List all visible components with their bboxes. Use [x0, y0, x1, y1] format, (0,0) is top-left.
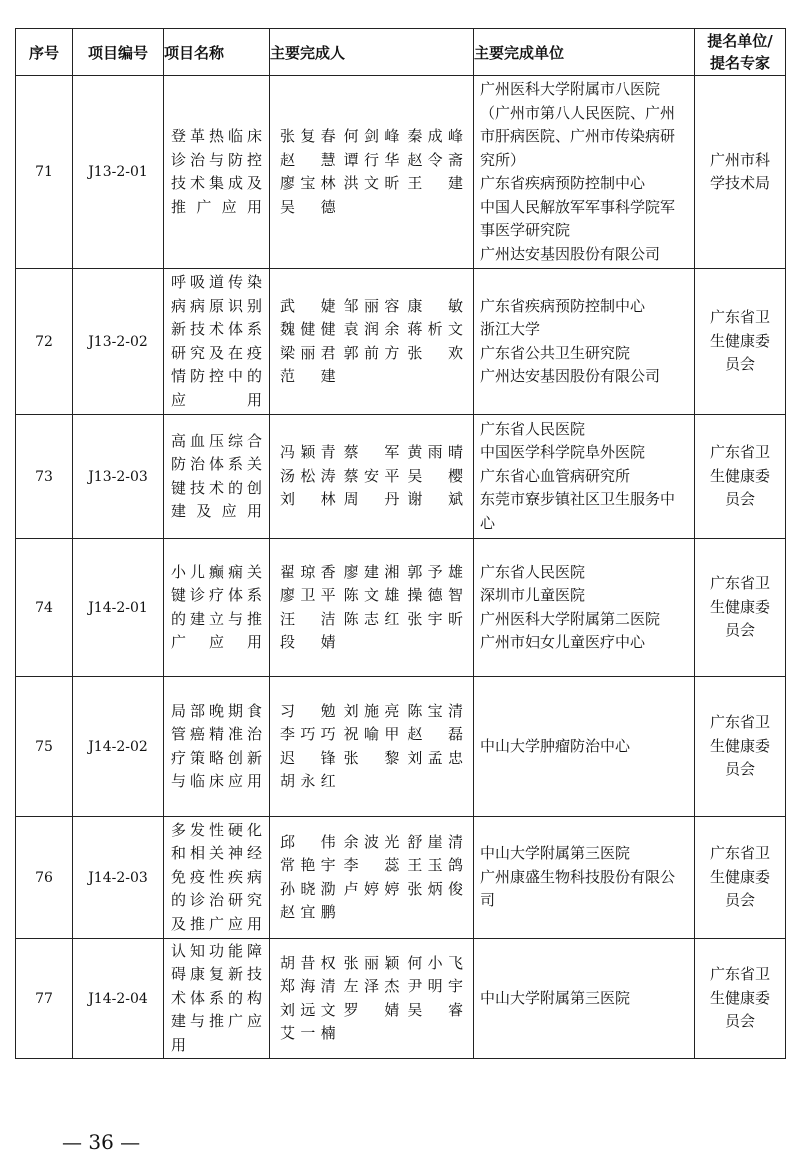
- completing-unit: 广州康盛生物科技股份有限公司: [480, 867, 676, 910]
- completing-unit: 中山大学附属第三医院: [480, 988, 631, 1007]
- table-row: [16, 415, 786, 539]
- completers-cell: [270, 539, 474, 677]
- completer-name: 廖建湘: [343, 562, 400, 581]
- completer-name: 蒋析文: [407, 320, 463, 338]
- completers-list: [280, 125, 463, 219]
- completer-name: 汤松涛: [280, 466, 336, 485]
- units-cell: [474, 939, 695, 1059]
- header-nominator: [695, 29, 786, 76]
- row-number: 71: [16, 76, 73, 269]
- project-code: J14-2-04: [73, 939, 164, 1059]
- completers-cell: [270, 817, 474, 939]
- table-row: [16, 269, 786, 415]
- completer-name: 胡昔权: [280, 953, 336, 972]
- completers-list: [280, 295, 463, 389]
- completers-list: [280, 952, 463, 1046]
- completing-unit: 浙江大学: [480, 320, 541, 338]
- completer-name: 陈文雄: [343, 586, 400, 604]
- completer-name: 赵 磊: [407, 725, 463, 743]
- units-cell: [474, 76, 695, 269]
- completer-name: 刘孟忠: [407, 748, 463, 767]
- completer-name: 袁润余: [343, 320, 400, 338]
- row-number: 72: [16, 269, 73, 415]
- completer-name: 胡永红: [280, 772, 336, 790]
- completer-name: 赵宜鹏: [280, 903, 336, 921]
- completing-unit: 广州医科大学附属市八医院（广州市第八人民医院、广州市肝病医院、广州市传染病研究所）: [480, 80, 676, 169]
- project-name: 呼吸道传染病病原识别新技术体系研究及在疫情防控中的应用: [164, 269, 270, 415]
- completers-list: [280, 700, 463, 794]
- project-code: J13-2-01: [73, 76, 164, 269]
- completer-name: 吴 樱: [407, 466, 463, 485]
- completers-cell: [270, 269, 474, 415]
- completer-name: 张炳俊: [407, 879, 463, 898]
- completer-name: 卢婷婷: [343, 879, 400, 898]
- completer-name: 蔡 军: [343, 443, 400, 462]
- completers-cell: [270, 677, 474, 817]
- completers-cell: [270, 76, 474, 269]
- completer-name: 康 敏: [407, 296, 463, 315]
- completer-name: 孙晓泐: [280, 879, 336, 898]
- completing-unit: 深圳市儿童医院: [480, 586, 586, 604]
- units-cell: [474, 677, 695, 817]
- completers-cell: [270, 939, 474, 1059]
- completer-name: 谢 斌: [407, 490, 463, 509]
- completer-name: 魏健健: [280, 320, 336, 338]
- completer-name: 廖宝林: [280, 174, 336, 192]
- completing-unit: 广东省疾病预防控制中心: [480, 174, 646, 192]
- completing-unit: 东莞市寮步镇社区卫生服务中心: [480, 490, 676, 532]
- completer-name: 陈志红: [343, 609, 400, 628]
- units-cell: [474, 539, 695, 677]
- project-name: 认知功能障碍康复新技术体系的构建与推广应用: [164, 939, 270, 1059]
- completer-name: 吴 睿: [407, 1000, 463, 1019]
- completer-name: 迟 锋: [280, 748, 336, 767]
- completer-name: 谭行华: [343, 150, 400, 169]
- completing-unit: 广东省心血管病研究所: [480, 466, 631, 485]
- project-code: J13-2-03: [73, 415, 164, 539]
- completing-unit: 中山大学肿瘤防治中心: [480, 736, 631, 755]
- project-name: 高血压综合防治体系关键技术的创建及应用: [164, 415, 270, 539]
- completer-name: 李 蕊: [343, 856, 400, 874]
- completer-name: 赵 慧: [280, 150, 336, 169]
- completer-name: 梁丽君: [280, 343, 336, 362]
- completer-name: 王玉鸽: [407, 856, 463, 874]
- completer-name: 罗 婧: [343, 1000, 400, 1019]
- award-table: [15, 28, 786, 1059]
- completing-unit: 中国医学科学院阜外医院: [480, 443, 646, 462]
- completer-name: 武 婕: [280, 296, 336, 315]
- project-code: J14-2-02: [73, 677, 164, 817]
- table-row: [16, 539, 786, 677]
- completing-unit: 广东省人民医院: [480, 419, 586, 438]
- row-number: 75: [16, 677, 73, 817]
- completer-name: 何小飞: [407, 953, 463, 972]
- units-cell: [474, 817, 695, 939]
- nominator: 广东省卫生健康委员会: [695, 939, 786, 1059]
- completer-name: 郭前方: [343, 343, 400, 362]
- completer-name: 艾一楠: [280, 1024, 336, 1042]
- completer-name: 操德智: [407, 586, 463, 604]
- header-nominator-line1: 提名单位/: [707, 32, 773, 50]
- nominator: 广东省卫生健康委员会: [695, 817, 786, 939]
- completer-name: 张 黎: [343, 748, 400, 767]
- nominator: 广东省卫生健康委员会: [695, 269, 786, 415]
- project-code: J13-2-02: [73, 269, 164, 415]
- project-name: 小儿癫痫关键诊疗体系的建立与推广应用: [164, 539, 270, 677]
- completer-name: 范 建: [280, 367, 336, 385]
- completer-name: 汪 洁: [280, 609, 336, 628]
- completer-name: 刘 林: [280, 490, 336, 509]
- completer-name: 黄雨晴: [407, 443, 463, 462]
- completer-name: 蔡安平: [343, 466, 400, 485]
- completer-name: 郑海清: [280, 977, 336, 995]
- completer-name: 尹明宇: [407, 977, 463, 995]
- header-nominator-line2: 提名专家: [709, 54, 770, 72]
- table-row: [16, 677, 786, 817]
- header-unit: 主要完成单位: [474, 29, 695, 76]
- completer-name: 陈宝清: [407, 701, 463, 720]
- completer-name: 吴 德: [280, 197, 336, 216]
- nominator: 广东省卫生健康委员会: [695, 677, 786, 817]
- project-name: 局部晚期食管癌精准治疗策略创新与临床应用: [164, 677, 270, 817]
- completer-name: 张宇昕: [407, 609, 463, 628]
- table-row: [16, 76, 786, 269]
- project-name: 多发性硬化和相关神经免疫性疾病的诊治研究及推广应用: [164, 817, 270, 939]
- row-number: 73: [16, 415, 73, 539]
- completer-name: 秦成峰: [407, 127, 463, 145]
- header-row: [16, 29, 786, 76]
- table-row: [16, 939, 786, 1059]
- header-people: 主要完成人: [270, 29, 474, 76]
- project-code: J14-2-01: [73, 539, 164, 677]
- completer-name: 余波光: [343, 832, 400, 851]
- completers-list: [280, 561, 463, 655]
- completer-name: 张 欢: [407, 343, 463, 362]
- completing-unit: 广州达安基因股份有限公司: [480, 367, 661, 385]
- completer-name: 赵令斋: [407, 150, 463, 169]
- header-name: 项目名称: [164, 29, 270, 76]
- completer-name: 祝喻甲: [343, 725, 400, 743]
- page-number: — 36 —: [62, 1130, 141, 1154]
- project-name: 登革热临床诊治与防控技术集成及推广应用: [164, 76, 270, 269]
- completer-name: 舒崖清: [407, 832, 463, 851]
- completer-name: 周 丹: [343, 490, 400, 509]
- project-code: J14-2-03: [73, 817, 164, 939]
- completing-unit: 中山大学附属第三医院: [480, 844, 631, 863]
- completer-name: 洪文昕: [343, 174, 400, 192]
- completing-unit: 广东省公共卫生研究院: [480, 343, 631, 362]
- completer-name: 左泽杰: [343, 977, 400, 995]
- completers-list: [280, 831, 463, 925]
- completer-name: 习 勉: [280, 701, 336, 720]
- completing-unit: 中国人民解放军军事科学院军事医学研究院: [480, 197, 676, 239]
- completer-name: 王 建: [407, 174, 463, 192]
- completer-name: 张复春: [280, 127, 336, 145]
- completer-name: 郭予雄: [407, 562, 463, 581]
- header-no: 序号: [16, 29, 73, 76]
- completer-name: 邱 伟: [280, 832, 336, 851]
- completer-name: 翟琼香: [280, 562, 336, 581]
- completer-name: 刘远文: [280, 1000, 336, 1019]
- table-row: [16, 817, 786, 939]
- completer-name: 张丽颖: [343, 953, 400, 972]
- completer-name: 廖卫平: [280, 586, 336, 604]
- completing-unit: 广州市妇女儿童医疗中心: [480, 633, 646, 651]
- completer-name: 冯颖青: [280, 443, 336, 462]
- completing-unit: 广东省疾病预防控制中心: [480, 296, 646, 315]
- completers-list: [280, 441, 463, 512]
- row-number: 74: [16, 539, 73, 677]
- row-number: 77: [16, 939, 73, 1059]
- completers-cell: [270, 415, 474, 539]
- row-number: 76: [16, 817, 73, 939]
- nominator: 广东省卫生健康委员会: [695, 415, 786, 539]
- completer-name: 常艳宇: [280, 856, 336, 874]
- nominator: 广东省卫生健康委员会: [695, 539, 786, 677]
- completer-name: 邹丽容: [343, 296, 400, 315]
- units-cell: [474, 269, 695, 415]
- completing-unit: 广州医科大学附属第二医院: [480, 609, 661, 628]
- completer-name: 刘施亮: [343, 701, 400, 720]
- nominator: 广州市科学技术局: [695, 76, 786, 269]
- completer-name: 李巧巧: [280, 725, 336, 743]
- units-cell: [474, 415, 695, 539]
- completer-name: 段 婧: [280, 633, 336, 651]
- completing-unit: 广东省人民医院: [480, 562, 586, 581]
- completing-unit: 广州达安基因股份有限公司: [480, 244, 661, 263]
- completer-name: 何剑峰: [343, 127, 400, 145]
- header-code: 项目编号: [73, 29, 164, 76]
